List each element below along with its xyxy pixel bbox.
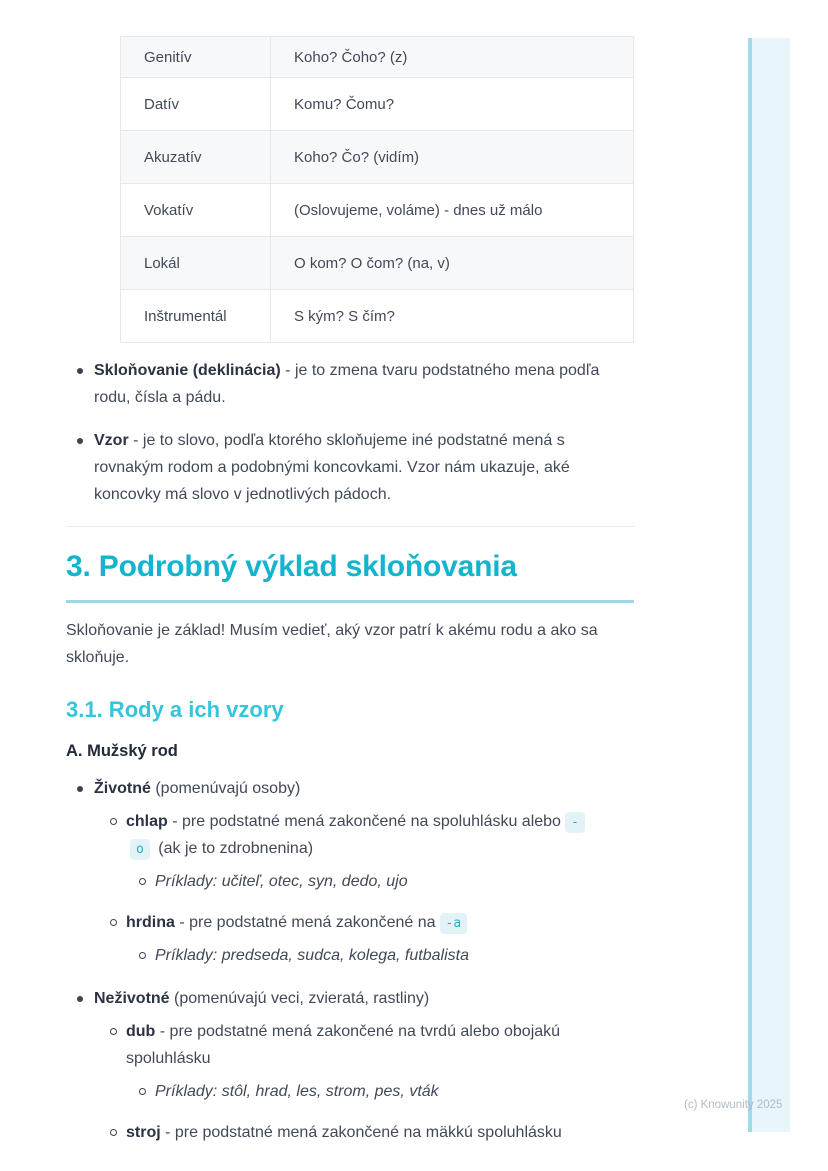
case-name-cell: Datív: [121, 78, 271, 131]
case-question-cell: Koho? Čoho? (z): [271, 37, 634, 78]
page-edge-highlight-bar: [748, 38, 790, 1132]
ending-chip: -a: [440, 913, 468, 934]
list-item-chlap: [126, 808, 634, 895]
masculine-patterns-list: [66, 775, 634, 1146]
subsection-heading: 3.1. Rody a ich vzory: [66, 697, 284, 722]
table-row: [121, 78, 634, 131]
pattern-name: chlap: [126, 813, 168, 830]
nezivotne-sublist: [94, 1018, 634, 1146]
pattern-description: (ak je to zdrobnenina): [158, 840, 314, 857]
case-name-cell: Genitív: [121, 37, 271, 78]
case-question-cell: S kým? S čím?: [271, 290, 634, 343]
case-name-cell: Akuzatív: [121, 131, 271, 184]
examples-item: [155, 1078, 634, 1105]
pattern-name: stroj: [126, 1124, 161, 1141]
pattern-name: dub: [126, 1023, 156, 1040]
list-item-dub: [126, 1018, 634, 1105]
examples-sublist: [126, 868, 634, 895]
term-description: - je to zmena tvaru podstatného mena podľa rodu, čísla a pádu.: [94, 362, 600, 406]
section-intro: Skloňovanie je základ! Musím vedieť, aký vzor patrí k akému rodu a ako sa skloňuje.: [66, 622, 598, 666]
list-item-hrdina: [126, 909, 634, 969]
list-item-zivotne: [94, 775, 634, 969]
term-label: Neživotné: [94, 990, 170, 1007]
examples-text: Príklady: stôl, hrad, les, strom, pes, vták: [155, 1083, 439, 1100]
pattern-description: - pre podstatné mená zakončené na mäkkú spoluhlásku: [160, 1124, 562, 1141]
heading-underline: [66, 600, 634, 603]
table-row: [121, 37, 634, 78]
pattern-name: hrdina: [126, 914, 175, 931]
term-label: Životné: [94, 780, 151, 797]
term-description: (pomenúvajú veci, zvieratá, rastliny): [169, 990, 430, 1007]
list-item-sklonovanie: [94, 357, 634, 411]
zivotne-sublist: [94, 808, 634, 969]
examples-item: [155, 868, 634, 895]
case-question-cell: (Oslovujeme, voláme) - dnes už málo: [271, 184, 634, 237]
case-name-cell: Inštrumentál: [121, 290, 271, 343]
case-question-cell: O kom? O čom? (na, v): [271, 237, 634, 290]
term-label: Vzor: [94, 432, 129, 449]
document-content: [66, 36, 634, 1162]
section-divider: [66, 526, 634, 527]
pattern-description: - pre podstatné mená zakončené na spoluhlásku alebo: [167, 813, 561, 830]
gender-group-label: A. Mužský rod: [66, 742, 178, 760]
table-row: [121, 184, 634, 237]
ending-chip: o: [130, 839, 150, 860]
ending-chip: -: [565, 812, 585, 833]
examples-sublist: [126, 1078, 634, 1105]
grammar-cases-table: [120, 36, 634, 343]
definitions-list: [66, 357, 634, 508]
pattern-description: - pre podstatné mená zakončené na: [174, 914, 436, 931]
examples-text: Príklady: predseda, sudca, kolega, futbalista: [155, 947, 469, 964]
case-question-cell: Koho? Čo? (vidím): [271, 131, 634, 184]
table-row: [121, 131, 634, 184]
examples-item: [155, 942, 634, 969]
term-description: - je to slovo, podľa ktorého skloňujeme iné podstatné mená s rovnakým rodom a podobnými koncovkami. Vzor nám ukazuje, aké koncovky má slovo v jednotlivých pádoch.: [94, 432, 570, 503]
list-item-nezivotne: [94, 985, 634, 1146]
case-name-cell: Vokatív: [121, 184, 271, 237]
watermark: (c) Knowunity 2025: [684, 1099, 783, 1111]
examples-text: Príklady: učiteľ, otec, syn, dedo, ujo: [155, 873, 408, 890]
examples-sublist: [126, 942, 634, 969]
list-item-vzor: [94, 427, 634, 508]
term-label: Skloňovanie (deklinácia): [94, 362, 281, 379]
term-description: (pomenúvajú osoby): [150, 780, 301, 797]
case-name-cell: Lokál: [121, 237, 271, 290]
case-question-cell: Komu? Čomu?: [271, 78, 634, 131]
pattern-description: - pre podstatné mená zakončené na tvrdú alebo obojakú spoluhlásku: [126, 1023, 561, 1067]
list-item-stroj: [126, 1119, 634, 1146]
table-row: [121, 237, 634, 290]
table-row: [121, 290, 634, 343]
section-heading: 3. Podrobný výklad skloňovania: [66, 550, 517, 583]
